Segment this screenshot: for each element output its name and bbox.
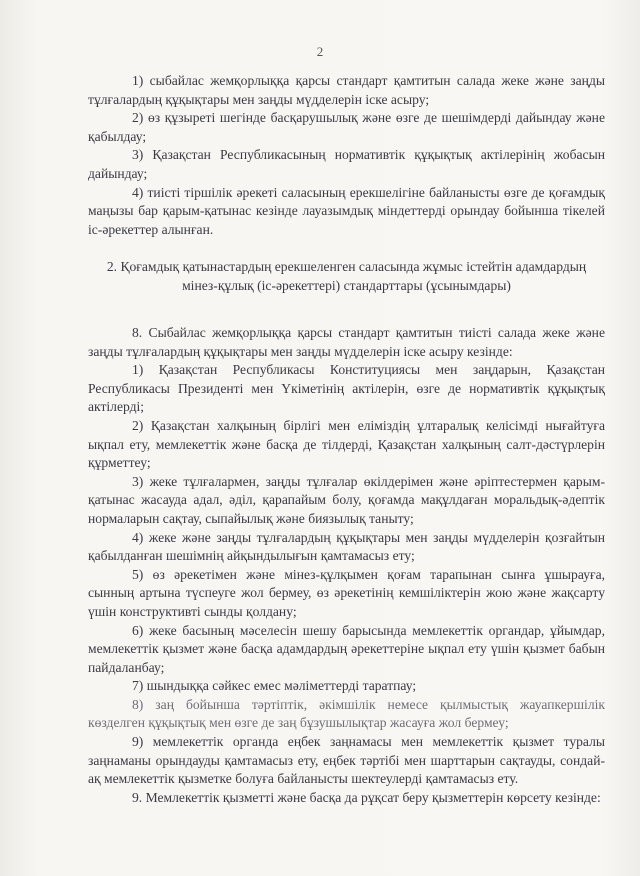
standards-block: [88, 324, 605, 807]
list-item: 5) өз әрекетімен және мінез-құлқымен қоғам тарапынан сынға ұшырауға, сынның артына түспеуге жол бермеу, өз әрекетінің кемшіліктерін жою және жақсарту үшін конструктивті сынды қолдану;: [88, 566, 605, 619]
list-item: 4) жеке және заңды тұлғалардың құқықтары мен заңды мүдделерін қозғайтын қабылданған шешімнің айқындылығын қамтамасыз ету;: [88, 529, 605, 564]
list-item: 1) Қазақстан Республикасы Конституциясы мен заңдарын, Қазақстан Республикасы Президенті мен Үкіметінің актілерін, өзге де нормативтік құқықтық актілерді;: [88, 362, 605, 415]
section-heading-block: [88, 258, 605, 295]
page-number: 2: [316, 44, 324, 59]
section-heading: 2. Қоғамдық қатынастардың ерекшеленген саласында жұмыс істейтін адамдардың мінез-құлық (іс-әрекеттері) стандарттары (ұсынымдары): [106, 259, 587, 293]
list-item: 6) жеке басының мәселесін шешу барысында мемлекеттік органдар, ұйымдар, мемлекеттік қызмет және басқа адамдардың әрекеттеріне ықпал ету үшін қызмет бабын пайдаланбау;: [88, 622, 605, 675]
list-item: 1) сыбайлас жемқорлыққа қарсы стандарт қамтитын салада жеке және заңды тұлғалардың құқықтары мен заңды мүдделерін іске асыру;: [88, 73, 605, 107]
list-item: 2) өз құзыреті шегінде басқарушылық және өзге де шешімдерді дайындау және қабылдау;: [88, 110, 605, 144]
list-item: 7) шындыққа сәйкес емес мәліметтерді таратпау;: [132, 678, 417, 694]
duties-list: [88, 72, 605, 239]
list-item: 2) Қазақстан халқының бірлігі мен еліміздің ұлтаралық келісімді нығайтуға ықпал ету, мемлекеттік және басқа де тілдерді, Қазақстан халқының салт-дәстүрлерін құрметтеу;: [88, 417, 605, 471]
list-item: 9) мемлекеттік органда еңбек заңнамасы мен мемлекеттік қызмет туралы заңнаманы орындауды қамтамасыз ету, еңбек тәртібі мен шарттарын сақтауды, сондай-ақ мемлекеттік қызметке болуға байланысты шектеулерді қамтамасыз ету.: [88, 734, 605, 787]
item-9-intro: 9. Мемлекеттік қызметті және басқа да рұқсат беру қызметтерін көрсету кезінде:: [132, 789, 601, 805]
list-item: 4) тиісті тіршілік әрекеті саласының ерекшелігіне байланысты өзге де қоғамдық маңызы бар қарым-қатынас кезінде лауазымдық міндеттерді орындау бойынша тікелей іс-әрекеттер алынған.: [88, 184, 605, 237]
list-item: 8) заң бойынша тәртіптік, әкімшілік немесе қылмыстық жауапкершілік көзделген құқықтық мен өзге де заң бұзушылықтар жасауға жол бермеу;: [88, 696, 605, 731]
list-item: 3) жеке тұлғалармен, заңды тұлғалар өкілдерімен және әріптестермен қарым-қатынас жасауда адал, әділ, қарапайым болу, қоғамда мақұлдаған моральдық-әдептік нормаларын сақтау, сыпайылық және биязылық таныту;: [88, 473, 605, 526]
list-item: 3) Қазақстан Республикасының нормативтік құқықтық актілерінің жобасын дайындау;: [88, 147, 605, 181]
item-8-intro: 8. Сыбайлас жемқорлыққа қарсы стандарт қамтитын тиісті салада жеке және заңды тұлғалардың құқықтары мен заңды мүдделерін іске асыру кезінде:: [88, 325, 605, 359]
